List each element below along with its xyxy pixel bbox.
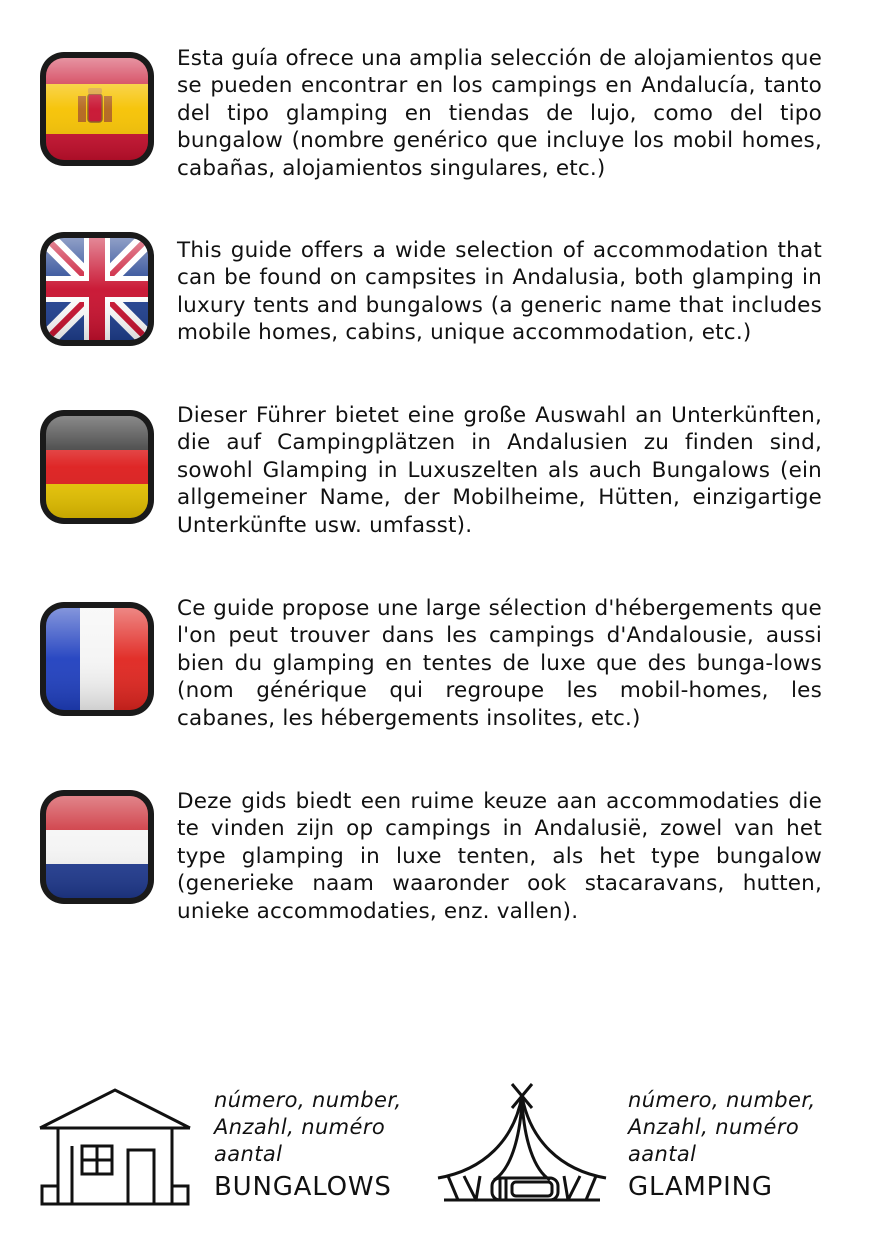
- glamping-tent-icon: [434, 1080, 610, 1210]
- bungalow-house-icon: [36, 1086, 194, 1208]
- bungalows-label: BUNGALOWS: [214, 1172, 392, 1202]
- germany-flag-icon: [38, 408, 156, 526]
- france-flag-icon: [38, 600, 156, 718]
- glamping-label: GLAMPING: [628, 1172, 773, 1202]
- paragraph-fr: Ce guide propose une large sélection d'hébergements que l'on peut trouver dans les campings d'Andalousie, aussi bien du glamping en tentes de luxe que des bunga-lows (nom générique qui regroupe les mobil-homes, les cabanes, les hébergements insolites, etc.): [177, 596, 822, 731]
- paragraph-nl: Deze gids biedt een ruime keuze aan accommodaties die te vinden zijn op campings in Andalusië, zowel van het type glamping in luxe tenten, als het type bungalow (generieke naam waaronder ook stacaravans, hutten, unieke accommodaties, enz. vallen).: [177, 789, 822, 924]
- spain-flag-icon: [38, 50, 156, 168]
- netherlands-flag-icon: [38, 788, 156, 906]
- bungalows-legend-text: número, number, Anzahl, numéro aantal: [214, 1088, 402, 1166]
- glamping-legend-text: número, number, Anzahl, numéro aantal: [628, 1088, 816, 1166]
- paragraph-en: This guide offers a wide selection of accommodation that can be found on campsites in Andalusia, both glamping in luxury tents and bungalows (a generic name that includes mobile homes, cabins, unique accommodation, etc.): [177, 238, 822, 346]
- paragraph-es: Esta guía ofrece una amplia selección de alojamientos que se pueden encontrar en los campings en Andalucía, tanto del tipo glamping en tiendas de lujo, como del tipo bungalow (nombre genérico que incluye los mobil homes, cabañas, alojamientos singulares, etc.): [177, 46, 822, 181]
- uk-flag-icon: [38, 230, 156, 348]
- paragraph-de: Dieser Führer bietet eine große Auswahl an Unterkünften, die auf Campingplätzen in Andalusien zu finden sind, sowohl Glamping in Luxuszelten als auch Bungalows (ein allgemeiner Name, der Mobilheime, Hütten, einzigartige Unterkünfte usw. umfasst).: [177, 403, 822, 538]
